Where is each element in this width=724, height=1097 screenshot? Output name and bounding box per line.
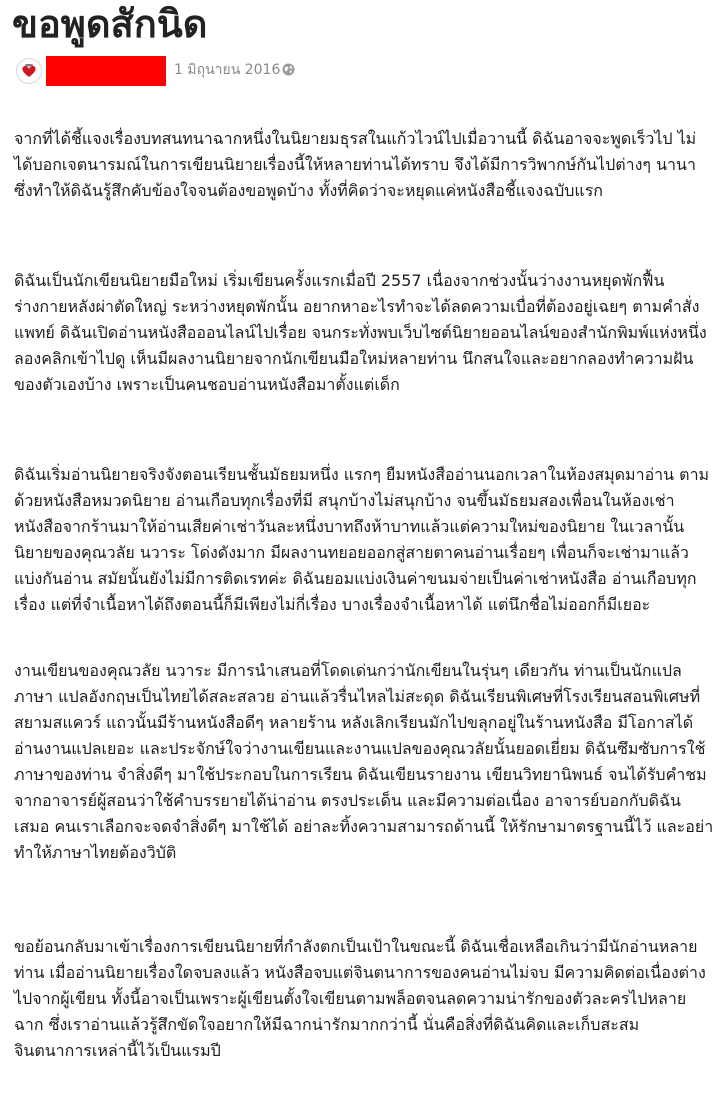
author-name-redacted[interactable] <box>46 56 166 86</box>
avatar-heart-icon <box>17 59 41 83</box>
globe-icon <box>282 63 295 76</box>
paragraph-1: จากที่ได้ชี้แจงเรื่องบทสนทนาฉากหนึ่งในนิยายมธุรสในแก้วไวน์ไปเมื่อวานนี้ ดิฉันอาจจะพูดเร็วไป ไม่ได้บอกเจตนารมณ์ในการเขียนนิยายเรื่องนี้ให้หลายท่านได้ทราบ จึงได้มีการวิพากษ์กันไปต่างๆ นานา ซึ่งทำให้ดิฉันรู้สึกคับข้องใจจนต้องขอพูดบ้าง ทั้งที่คิดว่าจะหยุดแค่หนังสือชี้แจงฉบับแรก <box>14 129 697 200</box>
paragraph-4: งานเขียนของคุณวลัย นวาระ มีการนำเสนอที่โดดเด่นกว่านักเขียนในรุ่นๆ เดียวกัน ท่านเป็นนักแปลภาษา แปลอังกฤษเป็นไทยได้สละสลวย อ่านแล้วรื่นไหลไม่สะดุด ดิฉันเรียนพิเศษที่โรงเรียนสอนพิเศษที่สยามสแควร์ แถวนั้นมีร้านหนังสือดีๆ หลายร้าน หลังเลิกเรียนมักไปขลุกอยู่ในร้านหนังสือ มีโอกาสได้อ่านงานแปลเยอะ และประจักษ์ใจว่างานเขียนและงานแปลของคุณวลัยนั้นยอดเยี่ยม ดิฉันซึมซับการใช้ภาษาของท่าน จำสิ่งดีๆ มาใช้ประกอบในการเรียน ดิฉันเขียนรายงาน เขียนวิทยานิพนธ์ จนได้รับคำชมจากอาจารย์ผู้สอนว่าใช้คำบรรยายได้น่าอ่าน ตรงประเด็น และมีความต่อเนื่อง อาจารย์บอกกับดิฉันเสมอ คนเราเลือกจะจดจำสิ่งดีๆ มาใช้ได้ อย่าละทิ้งความสามารถด้านนี้ ให้รักษามาตรฐานนี้ไว้ และอย่าทำให้ภาษาไทยต้องวิบัติ <box>14 661 714 862</box>
paragraph-5: ขอย้อนกลับมาเข้าเรื่องการเขียนนิยายที่กำลังตกเป็นเป้าในขณะนี้ ดิฉันเชื่อเหลือเกินว่ามีนักอ่านหลายท่าน เมื่ออ่านนิยายเรื่องใดจบลงแล้ว หนังสือจบแต่จินตนาการของคนอ่านไม่จบ มีความคิดต่อเนื่องต่างไปจากผู้เขียน ทั้งนี้อาจเป็นเพราะผู้เขียนตั้งใจเขียนตามพล็อตจนลดความน่ารักของตัวละครไปหลายฉาก ซึ่งเราอ่านแล้วรู้สึกขัดใจอยากให้มีฉากน่ารักมากกว่านี้ นั่นคือสิ่งที่ดิฉันคิดและเก็บสะสมจินตนาการเหล่านี้ไว้เป็นแรมปี <box>14 937 706 1060</box>
post-date[interactable]: 1 มิถุนายน 2016 <box>174 62 281 78</box>
post-meta <box>16 56 716 86</box>
avatar[interactable] <box>16 58 42 84</box>
paragraph-2: ดิฉันเป็นนักเขียนนิยายมือใหม่ เริ่มเขียนครั้งแรกเมื่อปี 2557 เนื่องจากช่วงนั้นว่างงานหยุดพักฟื้นร่างกายหลังผ่าตัดใหญ่ ระหว่างหยุดพักนั้น อยากหาอะไรทำจะได้ลดความเบื่อที่ต้องอยู่เฉยๆ ตามคำสั่งแพทย์ ดิฉันเปิดอ่านหนังสือออนไลน์ไปเรื่อย จนกระทั่งพบเว็บไซต์นิยายออนไลน์ของสำนักพิมพ์แห่งหนึ่ง ลองคลิกเข้าไปดู เห็นมีผลงานนิยายจากนักเขียนมือใหม่หลายท่าน นึกสนใจและอยากลองทำความฝันของตัวเองบ้าง เพราะเป็นคนชอบอ่านหนังสือมาตั้งแต่เด็ก <box>14 271 707 394</box>
post-title: ขอพูดสักนิด <box>12 2 208 46</box>
paragraph-3: ดิฉันเริ่มอ่านนิยายจริงจังตอนเรียนชั้นมัธยมหนึ่ง แรกๆ ยืมหนังสืออ่านนอกเวลาในห้องสมุดมาอ่าน ตามด้วยหนังสือหมวดนิยาย อ่านเกือบทุกเรื่องที่มี สนุกบ้างไม่สนุกบ้าง จนขึ้นมัธยมสองเพื่อนในห้องเช่าหนังสือจากร้านมาให้อ่านเสียค่าเช่าวันละหนึ่งบาทถึงห้าบาทแล้วแต่ความใหม่ของนิยาย ในเวลานั้นนิยายของคุณวลัย นวาระ โด่งดังมาก มีผลงานทยอยออกสู่สายตาคนอ่านเรื่อยๆ เพื่อนก็จะเช่ามาแล้วแบ่งกันอ่าน สมัยนั้นยังไม่มีการติดเรทค่ะ ดิฉันยอมแบ่งเงินค่าขนมจ่ายเป็นค่าเช่าหนังสือ อ่านเกือบทุกเรื่อง แต่ที่จำเนื้อหาได้ถึงตอนนี้ก็มีเพียงไม่กี่เรื่อง บางเรื่องจำเนื้อหาได้ แต่นึกชื่อไม่ออกก็มีเยอะ <box>14 465 710 614</box>
